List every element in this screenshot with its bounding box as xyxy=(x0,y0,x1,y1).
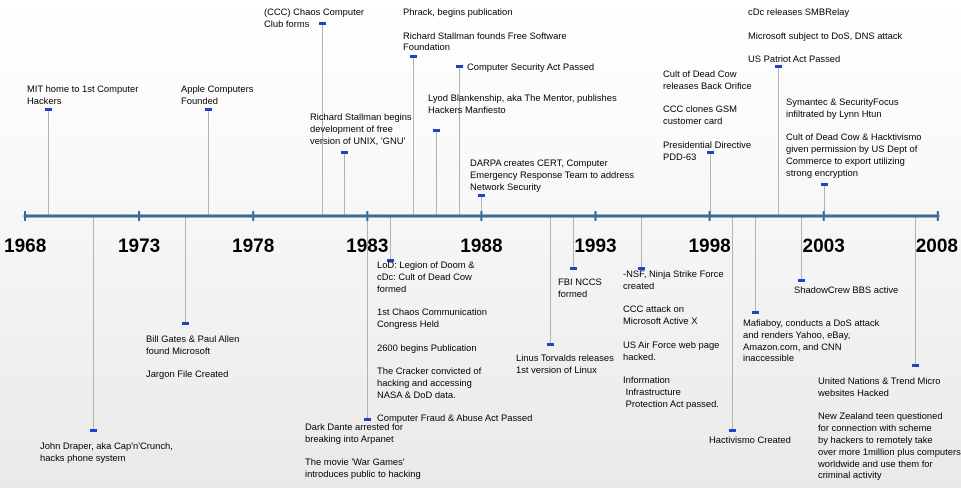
event-label-bill-gates-paul-allen: Bill Gates & Paul Allen found Microsoft Jargon File Created xyxy=(146,333,240,380)
event-label-computer-security-act-passed: Computer Security Act Passed xyxy=(467,61,595,72)
year-label: 2008 xyxy=(915,236,958,257)
event-label-cult-of-dead-cow: Cult of Dead Cow releases Back Orifice CCC clones GSM customer card Presidential Directive PDD-63 xyxy=(663,68,752,162)
year-label: 2003 xyxy=(802,236,845,257)
event-label-apple-computers: Apple Computers Founded xyxy=(181,83,254,106)
year-label: 1988 xyxy=(460,236,503,257)
event-label-phrack-begins-publication: Phrack, begins publication Richard Stallman founds Free Software Foundation xyxy=(403,6,567,53)
event-label-richard-stallman-begins: Richard Stallman begins development of free version of UNIX, 'GNU' xyxy=(310,111,412,146)
event-label-cdc-releases-smbrelay: cDc releases SMBRelay Microsoft subject to DoS, DNS attack US Patriot Act Passed xyxy=(748,6,903,65)
event-label-linus-torvalds-releases: Linus Torvalds releases 1st version of Linux xyxy=(516,352,614,375)
year-label: 1983 xyxy=(346,236,389,257)
event-label-hactivismo-created: Hactivismo Created xyxy=(709,434,791,445)
year-label: 1993 xyxy=(574,236,617,257)
year-label: 1998 xyxy=(688,236,731,257)
year-label: 1968 xyxy=(4,236,47,257)
event-label-lod-legion-of-doom: LoD: Legion of Doom & cDc: Cult of Dead Cow formed 1st Chaos Communication Congress Held 2600 begins Publication The Cracker convicted of hacking and accessing NASA & DoD data. Computer Fraud & Abuse Act Passed xyxy=(377,259,533,424)
event-label-mit-home-to-1st-computer: MIT home to 1st Computer Hackers xyxy=(27,83,139,106)
event-label-mafiaboy-conducts-a-dos-attack: Mafiaboy, conducts a DoS attack and renders Yahoo, eBay, Amazon.com, and CNN inaccessible xyxy=(743,317,880,364)
event-label-fbi-nccs: FBI NCCS formed xyxy=(558,276,602,299)
event-label-ccc-chaos-computer: (CCC) Chaos Computer Club forms xyxy=(264,6,365,29)
year-label: 1978 xyxy=(232,236,275,257)
event-label-lyod-blankenship-aka-the-mentor-publishe: Lyod Blankenship, aka The Mentor, publishes Hackers Manfiesto xyxy=(428,92,617,115)
event-label-symantec-securityfocus: Symantec & SecurityFocus infiltrated by Lynn Htun Cult of Dead Cow & Hacktivismo given permission by US Dept of Commerce to export utilizing strong encryption xyxy=(786,96,922,178)
event-label-shadowcrew-bbs-active: ShadowCrew BBS active xyxy=(794,284,899,295)
year-label: 1973 xyxy=(117,236,161,257)
event-label-united-nations-trend-micro: United Nations & Trend Micro websites Hacked New Zealand teen questioned for connection with scheme by hackers to remotely take over more 1million plus computers worldwide and use them for criminal activity xyxy=(818,375,961,481)
event-label-dark-dante-arrested-for: Dark Dante arrested for breaking into Arpanet The movie 'War Games' introduces public to hacking xyxy=(305,421,421,480)
event-label-nsf-ninja-strike-force: -NSF, Ninja Strike Force created CCC attack on Microsoft Active X US Air Force web page hacked. Information Infrastructure Protection Act passed. xyxy=(623,268,724,409)
event-label-john-draper-aka-cap-n-crunch: John Draper, aka Cap'n'Crunch, hacks phone system xyxy=(40,440,173,463)
event-label-darpa-creates-cert-computer: DARPA creates CERT, Computer Emergency Response Team to address Network Security xyxy=(470,157,634,192)
